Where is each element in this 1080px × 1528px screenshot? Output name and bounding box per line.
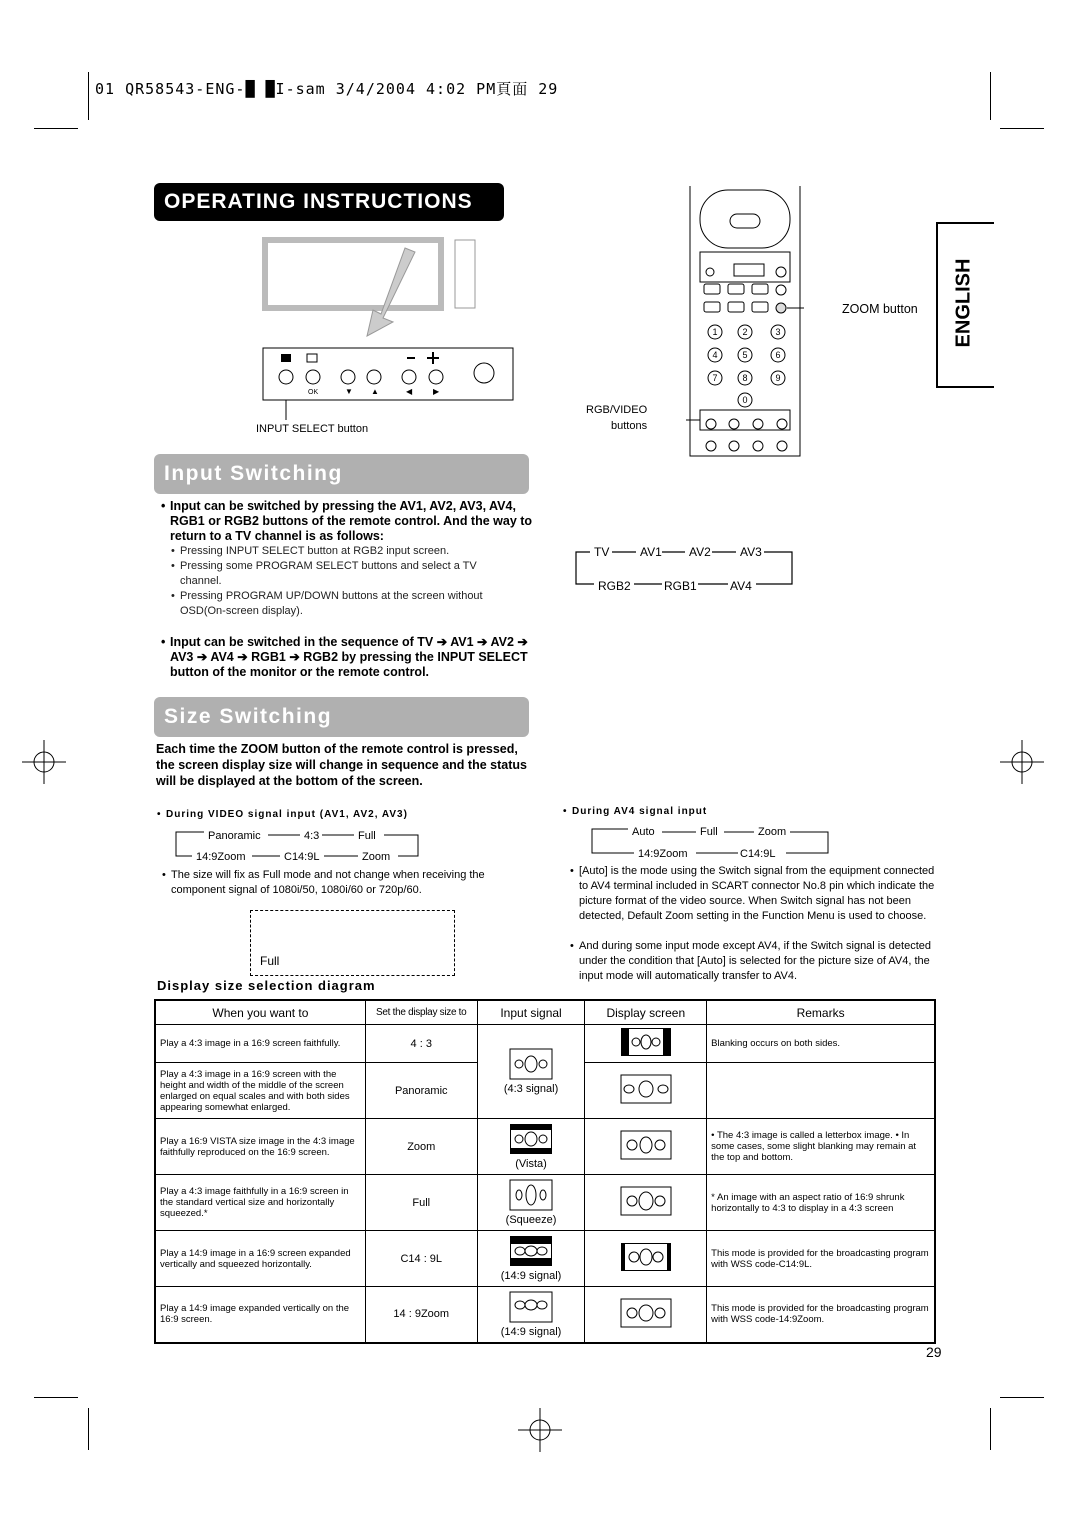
signal-label: (Vista)	[515, 1158, 547, 1170]
screen-c149-icon	[620, 1242, 672, 1272]
svg-text:▼: ▼	[345, 387, 353, 396]
screen-43-icon	[620, 1027, 672, 1057]
svg-text:◀: ◀	[406, 387, 413, 396]
print-header: 01 QR58543-ENG-█ █I-sam 3/4/2004 4:02 PM頁面 29	[95, 80, 559, 98]
signal-squeeze-icon	[509, 1179, 553, 1211]
col-remarks: Remarks	[707, 1000, 935, 1025]
row-remark: * An image with an aspect ratio of 16:9 shrunk horizontally to 4:3 to display in a 4:3 screen	[707, 1175, 935, 1231]
flow-av1: AV1	[640, 545, 662, 559]
av4-note-1: • [Auto] is the mode using the Switch signal from the equipment connected to AV4 terminal included in SCART connector No.8 pin which indicate the picture format of the video source. When Switch signal has not been detected, Default Zoom setting in the Function Menu is used to choose.	[579, 864, 941, 924]
row-size: C14 : 9L	[365, 1231, 477, 1287]
screen-cell	[585, 1231, 707, 1287]
col-signal: Input signal	[477, 1000, 585, 1025]
row-size: 4 : 3	[365, 1025, 477, 1063]
row-size: Panoramic	[365, 1063, 477, 1119]
monitor-panel-illustration	[255, 236, 515, 441]
table-header-row	[155, 1000, 935, 1025]
page-title: OPERATING INSTRUCTIONS	[154, 183, 504, 221]
flow-tv: TV	[594, 545, 610, 559]
screen-149zoom-icon	[620, 1298, 672, 1328]
av4-heading: • During AV4 signal input	[572, 806, 707, 817]
svg-text:14:9Zoom: 14:9Zoom	[196, 851, 246, 863]
crop-mark	[34, 1397, 78, 1398]
video-note: • The size will fix as Full mode and not change when receiving the component signal of 1080i/50, 1080i/60 or 720p/60.	[171, 868, 531, 898]
screen-cell	[585, 1175, 707, 1231]
signal-149-letterbox-icon	[509, 1235, 553, 1267]
input-switching-sub1: • Pressing INPUT SELECT button at RGB2 input screen.	[180, 544, 520, 559]
col-size: Set the display size to	[365, 1000, 477, 1025]
screen-zoom-icon	[620, 1130, 672, 1160]
table-row	[155, 1119, 935, 1175]
crop-mark	[34, 128, 78, 129]
row-remark: • The 4:3 image is called a letterbox image. • In some cases, some slight blanking may remain at the top and bottom.	[707, 1119, 935, 1175]
signal-cell	[477, 1231, 585, 1287]
col-screen: Display screen	[585, 1000, 707, 1025]
crop-mark	[990, 72, 991, 120]
rgb-video-label-2: buttons	[611, 420, 648, 432]
crop-mark	[1000, 128, 1044, 129]
signal-cell	[477, 1175, 585, 1231]
input-select-label: INPUT SELECT button	[256, 423, 369, 435]
screen-panoramic-icon	[620, 1074, 672, 1104]
row-want: Play a 4:3 image in a 16:9 screen with the height and width of the middle of the screen enlarged on equal scales and with both sides appearing somewhat enlarged.	[155, 1063, 365, 1119]
signal-label: (Squeeze)	[505, 1214, 557, 1226]
row-size: Zoom	[365, 1119, 477, 1175]
signal-label: (14:9 signal)	[500, 1325, 562, 1338]
language-tab-label: ENGLISH	[952, 258, 975, 348]
svg-text:6: 6	[775, 350, 781, 360]
svg-text:▶: ▶	[433, 387, 440, 396]
input-switching-para1: • Input can be switched by pressing the AV1, AV2, AV3, AV4, RGB1 or RGB2 buttons of the remote control. And the way to return to a TV channel is as follows:	[170, 499, 535, 544]
crop-mark	[1000, 1397, 1044, 1398]
row-want: Play a 14:9 image expanded vertically on the 16:9 screen.	[155, 1287, 365, 1343]
svg-text:Panoramic: Panoramic	[208, 830, 261, 842]
registration-mark-bottom	[518, 1408, 562, 1452]
flow-av3: AV3	[740, 545, 762, 559]
svg-text:Full: Full	[358, 830, 376, 842]
svg-text:Full: Full	[700, 826, 718, 838]
svg-text:Auto: Auto	[632, 826, 655, 838]
crop-mark	[88, 1408, 89, 1450]
signal-cell	[477, 1287, 585, 1343]
registration-mark-left	[22, 740, 66, 784]
row-remark: This mode is provided for the broadcasting program with WSS code-14:9Zoom.	[707, 1287, 935, 1343]
svg-text:Zoom: Zoom	[362, 851, 391, 863]
row-want: Play a 14:9 image in a 16:9 screen expanded vertically and squeezed horizontally.	[155, 1231, 365, 1287]
input-switching-sub2: • Pressing some PROGRAM SELECT buttons and select a TV channel.	[180, 559, 520, 589]
size-switching-para: Each time the ZOOM button of the remote control is pressed, the screen display size will change in sequence and the status will be displayed at the bottom of the screen.	[156, 742, 527, 788]
svg-text:9: 9	[775, 373, 781, 383]
rgb-video-label: RGB/VIDEO	[586, 404, 648, 416]
signal-cell	[477, 1119, 585, 1175]
flow-av4: AV4	[730, 579, 752, 593]
input-switching-para2: • Input can be switched in the sequence of TV ➔ AV1 ➔ AV2 ➔ AV3 ➔ AV4 ➔ RGB1 ➔ RGB2 by pressing the INPUT SELECT button of the monitor or the remote control.	[170, 635, 530, 680]
crop-mark	[990, 1408, 991, 1450]
svg-text:14:9Zoom: 14:9Zoom	[638, 848, 688, 860]
svg-text:7: 7	[712, 373, 718, 383]
flow-rgb2: RGB2	[598, 579, 631, 593]
table-row	[155, 1287, 935, 1343]
svg-text:OK: OK	[308, 389, 319, 396]
row-want: Play a 4:3 image in a 16:9 screen faithfully.	[155, 1025, 365, 1063]
signal-149-icon	[509, 1291, 553, 1323]
svg-text:2: 2	[742, 327, 748, 337]
table-row	[155, 1175, 935, 1231]
av4-zoom-sequence	[588, 822, 838, 862]
row-want: Play a 4:3 image faithfully in a 16:9 screen in the standard vertical size and horizontally squeezed.*	[155, 1175, 365, 1231]
svg-text:C14:9L: C14:9L	[284, 851, 320, 863]
osd-text: Full	[260, 954, 280, 968]
osd-screen-example	[250, 910, 455, 976]
screen-cell	[585, 1025, 707, 1063]
remote-control-illustration	[686, 186, 804, 462]
svg-text:C14:9L: C14:9L	[740, 848, 776, 860]
zoom-button-label: ZOOM button	[842, 302, 918, 316]
signal-label: (14:9 signal)	[500, 1270, 562, 1282]
row-size: Full	[365, 1175, 477, 1231]
screen-cell	[585, 1063, 707, 1119]
row-remark: This mode is provided for the broadcasting program with WSS code-C14:9L.	[707, 1231, 935, 1287]
signal-vista-icon	[509, 1123, 553, 1155]
svg-text:3: 3	[775, 327, 781, 337]
screen-full-icon	[620, 1186, 672, 1216]
flow-av2: AV2	[689, 545, 711, 559]
row-remark	[707, 1063, 935, 1119]
svg-text:5: 5	[742, 350, 748, 360]
svg-text:8: 8	[742, 373, 748, 383]
registration-mark-right	[1000, 740, 1044, 784]
page-number: 29	[926, 1344, 942, 1360]
input-sequence-diagram	[572, 540, 802, 596]
row-want: Play a 16:9 VISTA size image in the 4:3 image faithfully reproduced on the 16:9 screen.	[155, 1119, 365, 1175]
svg-text:Zoom: Zoom	[758, 826, 787, 838]
row-size: 14 : 9Zoom	[365, 1287, 477, 1343]
screen-cell	[585, 1119, 707, 1175]
av4-note-2: • And during some input mode except AV4, if the Switch signal is detected under the condition that [Auto] is selected for the picture size of AV4, the input mode will automatically transfer to AV4.	[579, 939, 941, 984]
display-size-table	[154, 999, 936, 1344]
col-want: When you want to	[155, 1000, 365, 1025]
svg-text:▲: ▲	[371, 387, 379, 396]
flow-rgb1: RGB1	[664, 579, 697, 593]
input-switching-heading: Input Switching	[154, 454, 529, 494]
svg-text:1: 1	[712, 327, 718, 337]
signal-label: (4:3 signal)	[503, 1083, 559, 1095]
diagram-heading: Display size selection diagram	[157, 978, 376, 993]
size-switching-heading: Size Switching	[154, 697, 529, 737]
crop-mark	[88, 72, 89, 120]
signal-cell	[477, 1025, 585, 1119]
video-signal-heading: • During VIDEO signal input (AV1, AV2, AV3)	[166, 809, 408, 820]
svg-text:0: 0	[742, 395, 748, 405]
svg-text:4:3: 4:3	[304, 830, 320, 842]
row-remark: Blanking occurs on both sides.	[707, 1025, 935, 1063]
svg-text:4: 4	[712, 350, 718, 360]
video-zoom-sequence	[172, 826, 432, 866]
table-row	[155, 1025, 935, 1063]
table-row	[155, 1231, 935, 1287]
input-switching-sub3: • Pressing PROGRAM UP/DOWN buttons at the screen without OSD(On-screen display).	[180, 589, 520, 619]
signal-43-icon	[509, 1048, 553, 1080]
screen-cell	[585, 1287, 707, 1343]
